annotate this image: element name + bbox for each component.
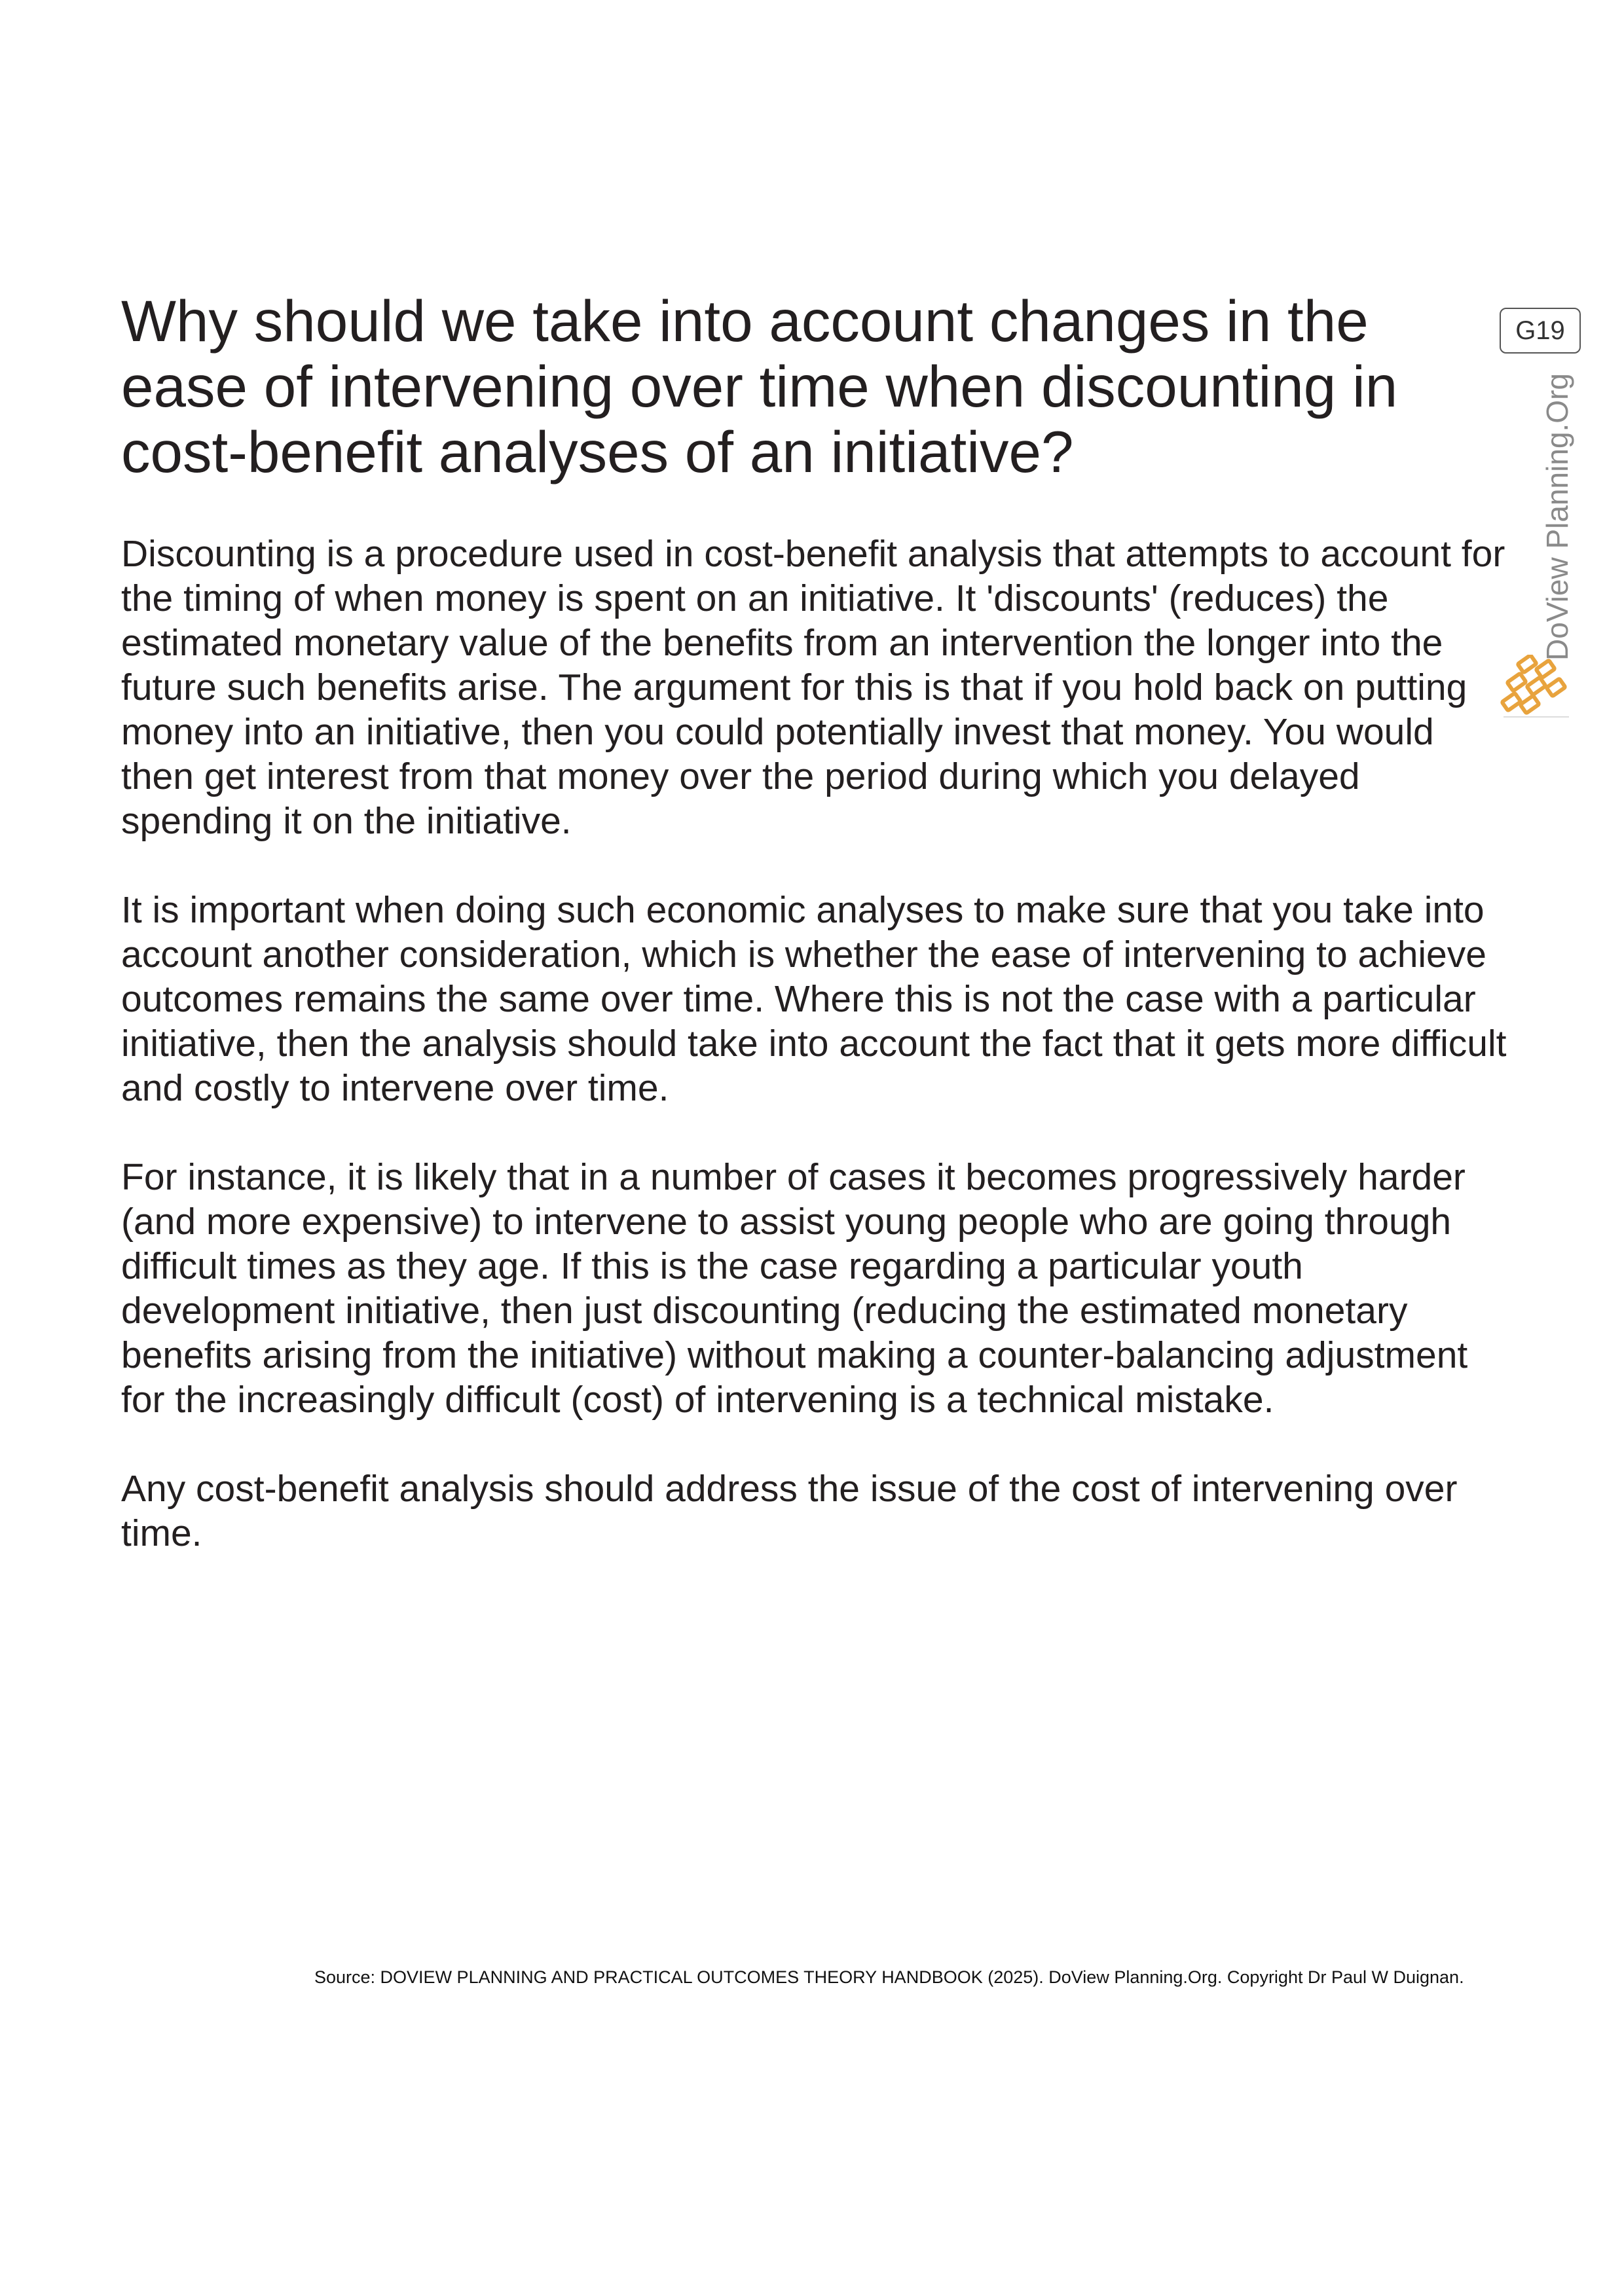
paragraph-discounting: Discounting is a procedure used in cost-benefit analysis that attempts to account for the timing of when money is spent on an initiative. It 'discounts' (reduces) the estimated monetary value of the benefits from an intervention the longer into the future such benefits arise. The argument for this is that if you hold back on putting money into an initiative, then you could potentially invest that money. You would then get interest from that money over the period during which you delayed spending it on the initiative.: [121, 533, 1505, 842]
paragraph-ease-of-intervening: It is important when doing such economic analyses to make sure that you take into account another consideration, which is whether the ease of intervening to achieve outcomes remains the same over time. Where this is not the case with a particular initiative, then the analysis should take into account the fact that it gets more difficult and costly to intervene over time.: [121, 889, 1507, 1109]
article-body: [121, 532, 1516, 1600]
brand-text: DoView Planning.Org: [1540, 373, 1574, 661]
paragraph-youth-example: For instance, it is likely that in a number of cases it becomes progressively harder (and more expensive) to intervene to assist young people who are going through difficult times as they age. If this is the case regarding a particular youth development initiative, then just discounting (reducing the estimated monetary benefits arising from the initiative) without making a counter-balancing adjustment for the increasingly difficult (cost) of intervening is a technical mistake.: [121, 1156, 1468, 1421]
doview-logo-icon: [1500, 655, 1572, 718]
paragraph-conclusion: Any cost-benefit analysis should address the issue of the cost of intervening over time.: [121, 1468, 1458, 1554]
source-footer: Source: DOVIEW PLANNING AND PRACTICAL OUTCOMES THEORY HANDBOOK (2025). DoView Planning.Org. Copyright Dr Paul W Duignan.: [314, 1967, 1464, 1987]
page-title: Why should we take into account changes in the ease of intervening over time when discounting in cost-benefit analyses of an initiative?: [121, 288, 1398, 484]
page-code-badge: G19: [1500, 308, 1581, 354]
side-brand: [1511, 373, 1574, 661]
logo-divider: [1504, 716, 1569, 718]
